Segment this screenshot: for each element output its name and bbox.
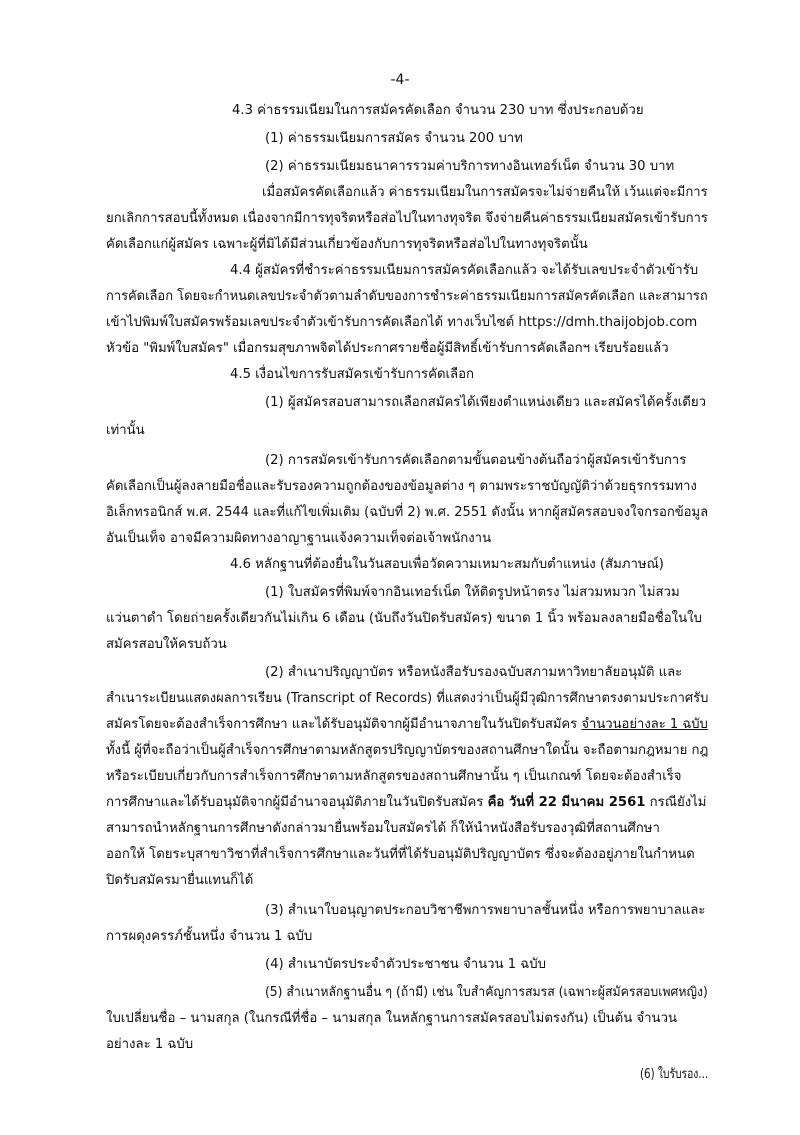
text-line: แว่นตาดำ โดยถ่ายครั้งเดียวกันไม่เกิน 6 เดือน (นับถึงวันปิดรับสมัคร) ขนาด 1 นิ้ว พร้อมลงลายมือชื่อในใบ — [106, 611, 702, 626]
text-line: อิเล็กทรอนิกส์ พ.ศ. 2544 และที่แก้ไขเพิ่มเติม (ฉบับที่ 2) พ.ศ. 2551 ดังนั้น หากผู้สมัครสอบจงใจกรอกข้อมูล — [106, 505, 709, 520]
continuation-marker: (6) ใบรับรอง... — [640, 1067, 709, 1082]
underlined-quantity: จำนวนอย่างละ 1 ฉบับ — [581, 717, 708, 732]
text-line: คัดเลือกแก่ผู้สมัคร เฉพาะผู้ที่มิได้มีส่วนเกี่ยวข้องกับการทุจริตหรือส่อไปในทางทุจริตนั้น — [106, 237, 588, 252]
text-line: เมื่อสมัครคัดเลือกแล้ว ค่าธรรมเนียมในการสมัครจะไม่จ่ายคืนให้ เว้นแต่จะมีการ — [262, 185, 708, 200]
bold-deadline-date: คือ วันที่ 22 มีนาคม 2561 — [487, 795, 646, 810]
text-line: (4) สำเนาบัตรประจำตัวประชาชน จำนวน 1 ฉบับ — [265, 957, 547, 972]
text-line: (1) ใบสมัครที่พิมพ์จากอินเทอร์เน็ต ให้ติดรูปหน้าตรง ไม่สวมหมวก ไม่สวม — [265, 585, 680, 600]
line-website: เข้าไปพิมพ์ใบสมัครพร้อมเลขประจำตัวเข้ารับการคัดเลือกได้ ทางเว็บไซต์ https://dmh.thaijobjob.com — [106, 315, 698, 330]
line-4-6-heading: 4.6 หลักฐานที่ต้องยื่นในวันสอบเพื่อวัดความเหมาะสมกับตำแหน่ง (สัมภาษณ์) — [230, 557, 664, 572]
line-4-3-fee-heading: 4.3 ค่าธรรมเนียมในการสมัครคัดเลือก จำนวน 230 บาท ซึ่งประกอบด้วย — [232, 103, 644, 118]
text-line: เท่านั้น — [106, 423, 145, 438]
text-line: อันเป็นเท็จ อาจมีความผิดทางอาญาฐานแจ้งความเท็จต่อเจ้าพนักงาน — [106, 531, 492, 546]
text-line: หรือระเบียบเกี่ยวกับการสำเร็จการศึกษาตามหลักสูตรของสถานศึกษานั้น ๆ เป็นเกณฑ์ โดยจะต้องสำเร็จ — [106, 769, 682, 784]
text-line: (2) การสมัครเข้ารับการคัดเลือกตามขั้นตอนข้างต้นถือว่าผู้สมัครเข้ารับการ — [265, 453, 687, 468]
text-line: สมัครสอบให้ครบถ้วน — [106, 637, 227, 652]
text-segment: การศึกษาและได้รับอนุมัติจากผู้มีอำนาจอนุมัติภายในวันปิดรับสมัคร — [106, 795, 488, 810]
text-line: ใบเปลี่ยนชื่อ – นามสกุล (ในกรณีที่ชื่อ – นามสกุล ในหลักฐานการสมัครสอบไม่ตรงกัน) เป็นต้น จำนวน — [106, 1011, 677, 1026]
text-line: การคัดเลือก โดยจะกำหนดเลขประจำตัวตามลำดับของการชำระค่าธรรมเนียมการสมัครคัดเลือก และสามารถ — [106, 289, 708, 304]
text-line-with-bold-date — [106, 794, 706, 812]
text-line: (1) ผู้สมัครสอบสามารถเลือกสมัครได้เพียงตำแหน่งเดียว และสมัครได้ครั้งเดียว — [265, 395, 706, 410]
text-line: (3) สำเนาใบอนุญาตประกอบวิชาชีพการพยาบาลชั้นหนึ่ง หรือการพยาบาลและ — [265, 903, 706, 918]
text-line: (2) สำเนาปริญญาบัตร หรือหนังสือรับรองฉบับสภามหาวิทยาลัยอนุมัติ และ — [265, 665, 683, 680]
text-line: คัดเลือกเป็นผู้ลงลายมือชื่อและรับรองความถูกต้องของข้อมูลต่าง ๆ ตามพระราชบัญญัติว่าด้วยธุรกรรมทาง — [106, 479, 697, 494]
text-line: อย่างละ 1 ฉบับ — [106, 1037, 194, 1052]
text-line: ปิดรับสมัครมายื่นแทนก็ได้ — [106, 873, 254, 888]
text-line: (5) สำเนาหลักฐานอื่น ๆ (ถ้ามี) เช่น ใบสำคัญการสมรส (เฉพาะผู้สมัครสอบเพศหญิง) — [265, 985, 708, 1000]
line-4-4-heading: 4.4 ผู้สมัครที่ชำระค่าธรรมเนียมการสมัครคัดเลือกแล้ว จะได้รับเลขประจำตัวเข้ารับ — [230, 263, 699, 278]
line-application-fee: (1) ค่าธรรมเนียมการสมัคร จำนวน 200 บาท — [265, 131, 523, 146]
text-line: ออกให้ โดยระบุสาขาวิชาที่สำเร็จการศึกษาและวันที่ที่ได้รับอนุมัติปริญญาบัตร ซึ่งจะต้องอยู่ภายในกำหนด — [106, 847, 695, 862]
text-line: หัวข้อ "พิมพ์ใบสมัคร" เมื่อกรมสุขภาพจิตได้ประกาศรายชื่อผู้มีสิทธิ์เข้ารับการคัดเลือกฯ เรียบร้อยแล้ว — [106, 341, 669, 356]
text-line: สามารถนำหลักฐานการศึกษาดังกล่าวมายื่นพร้อมใบสมัครได้ ก็ให้นำหนังสือรับรองวุฒิที่สถานศึกษา — [106, 821, 660, 836]
line-4-5-heading: 4.5 เงื่อนไขการรับสมัครเข้ารับการคัดเลือก — [230, 367, 475, 382]
text-line-with-underline — [106, 716, 708, 734]
text-line: การผดุงครรภ์ชั้นหนึ่ง จำนวน 1 ฉบับ — [106, 929, 313, 944]
text-segment: กรณียังไม่ — [645, 795, 707, 810]
page-number: -4- — [390, 72, 410, 88]
text-line: ยกเลิกการสอบนี้ทั้งหมด เนื่องจากมีการทุจริตหรือส่อไปในทางทุจริต จึงจ่ายคืนค่าธรรมเนียมสมัครเข้ารับการ — [106, 211, 708, 226]
text-line: ทั้งนี้ ผู้ที่จะถือว่าเป็นผู้สำเร็จการศึกษาตามหลักสูตรปริญญาบัตรของสถานศึกษาใดนั้น จะถือตามกฎหมาย กฎ — [106, 743, 709, 758]
text-segment: สมัครโดยจะต้องสำเร็จการศึกษา และได้รับอนุมัติจากผู้มีอำนาจภายในวันปิดรับสมัคร — [106, 717, 582, 732]
text-line: สำเนาระเบียนแสดงผลการเรียน (Transcript of Records) ที่แสดงว่าเป็นผู้มีวุฒิการศึกษาตรงตามประกาศรับ — [106, 691, 709, 706]
line-bank-fee: (2) ค่าธรรมเนียมธนาคารรวมค่าบริการทางอินเทอร์เน็ต จำนวน 30 บาท — [265, 159, 675, 174]
